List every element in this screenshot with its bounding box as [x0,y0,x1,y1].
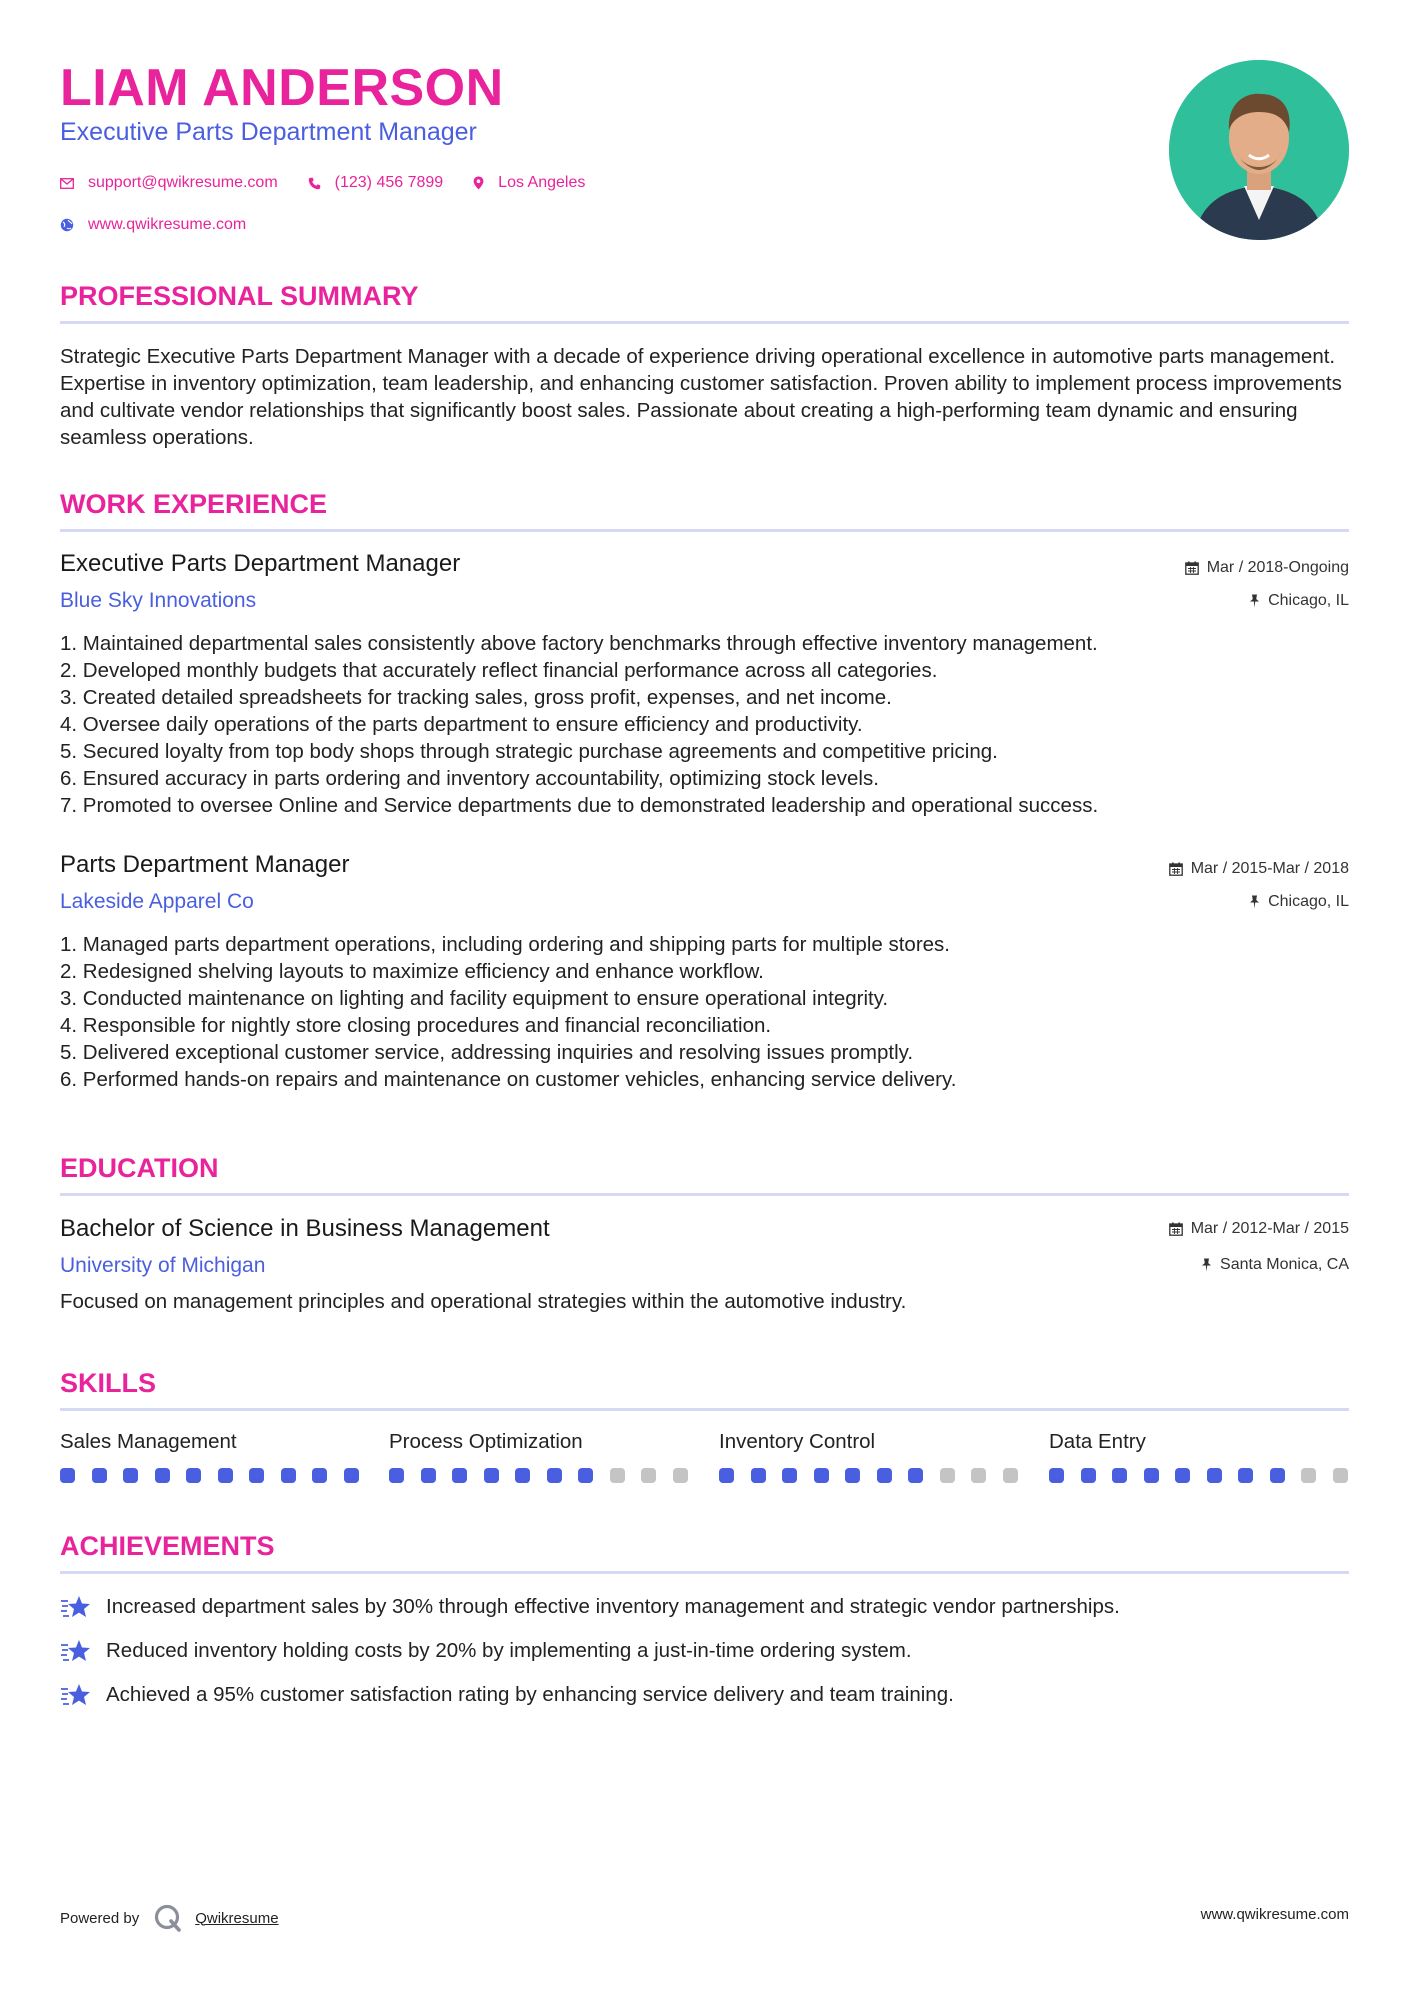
location-text: Los Angeles [498,174,586,191]
calendar-icon [1169,1222,1183,1236]
education-location-text: Santa Monica, CA [1220,1256,1349,1273]
skill-dot-filled [92,1468,107,1483]
candidate-role: Executive Parts Department Manager [60,118,477,146]
pushpin-icon [1249,594,1260,608]
skill-name: Sales Management [60,1430,237,1453]
profile-photo [1169,60,1349,240]
skill-dot-filled [452,1468,467,1483]
phone-icon [308,177,321,190]
education-dates [1169,1220,1349,1238]
skill-dot-filled [155,1468,170,1483]
footer-powered-by [60,1903,279,1933]
skill-dot-empty [1003,1468,1018,1483]
envelope-icon [60,178,74,189]
section-title-education: EDUCATION [60,1153,219,1183]
skill-dot-filled [218,1468,233,1483]
contact-row-1 [60,174,615,192]
skill-name: Inventory Control [719,1430,876,1453]
section-title-skills: SKILLS [60,1368,157,1398]
avatar [1169,60,1349,240]
skill-dot-filled [782,1468,797,1483]
job-dates [1185,559,1349,577]
list-item: 3. Conducted maintenance on lighting and facility equipment to ensure operational integrity. [60,987,889,1010]
contact-row-2 [60,216,276,234]
phone-text: (123) 456 7899 [334,174,444,191]
education-dates-text: Mar / 2012-Mar / 2015 [1190,1220,1349,1237]
skill-dot-filled [1081,1468,1096,1483]
website-text: www.qwikresume.com [88,216,247,233]
job-responsibilities [60,630,1349,819]
calendar-icon [1185,561,1199,575]
achievement-item [60,1638,912,1664]
skill-dot-empty [971,1468,986,1483]
education-degree: Bachelor of Science in Business Management [60,1215,550,1242]
skill-rating [719,1468,1034,1483]
list-item: 5. Delivered exceptional customer service, addressing inquiries and resolving issues promptly. [60,1041,914,1064]
education-description: Focused on management principles and operational strategies within the automotive industry. [60,1290,907,1313]
footer-url[interactable]: www.qwikresume.com [1200,1906,1349,1923]
list-item: 4. Oversee daily operations of the parts department to ensure efficiency and productivity. [60,713,863,736]
skill-dot-filled [389,1468,404,1483]
candidate-name: LIAM ANDERSON [60,59,504,117]
list-item: 1. Maintained departmental sales consistently above factory benchmarks through effective inventory management. [60,632,1098,655]
section-divider [60,529,1349,532]
job-title: Executive Parts Department Manager [60,550,461,577]
achievement-item [60,1594,1120,1620]
skill-dot-filled [1238,1468,1253,1483]
skill-dot-filled [751,1468,766,1483]
job-responsibilities [60,931,1349,1093]
email-text: support@qwikresume.com [88,174,278,191]
skill-dot-filled [186,1468,201,1483]
contact-website[interactable] [60,216,246,234]
achievement-text: Reduced inventory holding costs by 20% by implementing a just-in-time ordering system. [106,1639,912,1662]
skill-dot-filled [123,1468,138,1483]
skill-dot-filled [515,1468,530,1483]
list-item: 3. Created detailed spreadsheets for tracking sales, gross profit, expenses, and net income. [60,686,892,709]
star-icon [60,1638,92,1664]
skill-item [719,1430,1019,1454]
section-divider [60,321,1349,324]
skill-dot-filled [719,1468,734,1483]
skill-dot-filled [578,1468,593,1483]
skill-item [389,1430,689,1454]
skill-dot-filled [484,1468,499,1483]
skill-dot-filled [1175,1468,1190,1483]
skill-dot-filled [1270,1468,1285,1483]
skill-dot-empty [1333,1468,1348,1483]
job-location [1249,592,1349,610]
skill-dot-filled [60,1468,75,1483]
contact-phone[interactable] [308,174,444,192]
section-title-summary: PROFESSIONAL SUMMARY [60,281,419,311]
job-location-text: Chicago, IL [1268,592,1349,609]
section-divider [60,1408,1349,1411]
education-location [1201,1256,1349,1274]
job-company: Lakeside Apparel Co [60,890,254,913]
list-item: 6. Ensured accuracy in parts ordering and inventory accountability, optimizing stock levels. [60,767,879,790]
skill-dot-filled [1207,1468,1222,1483]
contact-location [473,174,585,192]
skill-dot-empty [940,1468,955,1483]
list-item: 2. Redesigned shelving layouts to maximize efficiency and enhance workflow. [60,960,764,983]
resume-page [60,0,1349,1990]
achievement-item [60,1682,954,1708]
calendar-icon [1169,862,1183,876]
skill-dot-empty [673,1468,688,1483]
list-item: 1. Managed parts department operations, including ordering and shipping parts for multiple stores. [60,933,950,956]
star-icon [60,1594,92,1620]
skill-rating [1049,1468,1364,1483]
footer-brand-link[interactable]: Qwikresume [195,1909,279,1927]
skill-dot-empty [610,1468,625,1483]
skill-item [1049,1430,1349,1454]
list-item: 2. Developed monthly budgets that accurately reflect financial performance across all categories. [60,659,938,682]
achievement-text: Increased department sales by 30% through effective inventory management and strategic vendor partnerships. [106,1595,1120,1618]
contact-email[interactable] [60,174,278,192]
skill-item [60,1430,360,1454]
job-title: Parts Department Manager [60,851,350,878]
skill-dot-filled [1112,1468,1127,1483]
list-item: 5. Secured loyalty from top body shops through strategic purchase agreements and competitive pricing. [60,740,998,763]
skill-dot-filled [1144,1468,1159,1483]
job-company: Blue Sky Innovations [60,589,257,612]
skill-name: Data Entry [1049,1430,1146,1453]
achievement-text: Achieved a 95% customer satisfaction rating by enhancing service delivery and team training. [106,1683,954,1706]
skill-dot-filled [249,1468,264,1483]
star-icon [60,1682,92,1708]
powered-by-text: Powered by [60,1909,140,1927]
skill-dot-filled [312,1468,327,1483]
skill-dot-filled [908,1468,923,1483]
job-location-text: Chicago, IL [1268,893,1349,910]
skill-dot-filled [281,1468,296,1483]
skill-dot-empty [1301,1468,1316,1483]
job-dates-text: Mar / 2015-Mar / 2018 [1190,860,1349,877]
list-item: 7. Promoted to oversee Online and Service departments due to demonstrated leadership and operational success. [60,794,1099,817]
section-title-achievements: ACHIEVEMENTS [60,1531,275,1561]
skill-name: Process Optimization [389,1430,583,1453]
qwikresume-logo-icon [153,1903,183,1933]
skill-dot-filled [814,1468,829,1483]
job-dates [1169,860,1349,878]
globe-icon [60,218,74,232]
education-school: University of Michigan [60,1254,266,1277]
summary-text: Strategic Executive Parts Department Manager with a decade of experience driving operational excellence in automotive parts management. Expertise in inventory optimization, team leadership, and enhancing customer satisfaction. Proven ability to implement process improvements and cultivate vendor relationships that significantly boost sales. Passionate about creating a high-performing team dynamic and ensuring seamless operations. [60,345,1342,449]
skill-dot-filled [421,1468,436,1483]
skill-rating [60,1468,375,1483]
pushpin-icon [1201,1258,1212,1272]
section-divider [60,1193,1349,1196]
skill-dot-filled [845,1468,860,1483]
section-divider [60,1571,1349,1574]
pushpin-icon [1249,895,1260,909]
list-item: 6. Performed hands-on repairs and maintenance on customer vehicles, enhancing service delivery. [60,1068,957,1091]
skill-dot-empty [641,1468,656,1483]
skill-dot-filled [547,1468,562,1483]
skill-dot-filled [1049,1468,1064,1483]
section-title-experience: WORK EXPERIENCE [60,489,328,519]
map-pin-icon [473,176,484,190]
skill-rating [389,1468,704,1483]
job-dates-text: Mar / 2018-Ongoing [1206,559,1349,576]
list-item: 4. Responsible for nightly store closing procedures and financial reconciliation. [60,1014,772,1037]
job-location [1249,893,1349,911]
skill-dot-filled [344,1468,359,1483]
skill-dot-filled [877,1468,892,1483]
